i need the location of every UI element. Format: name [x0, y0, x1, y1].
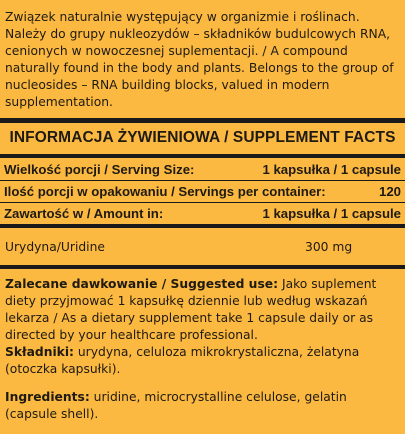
- suggested-use: [5, 276, 401, 344]
- servings-per-container-label: Ilość porcji w opakowaniu / Servings per container:: [4, 184, 326, 199]
- ingredients-en: [5, 389, 401, 423]
- suggested-use-text: Jako suplement diety przyjmować 1 kapsułkę dziennie lub według wskazań lekarza / As a dietary supplement take 1 capsule daily or as directed by your healthcare professional.: [5, 277, 377, 342]
- serving-size-value: 1 kapsułka / 1 capsule: [262, 162, 401, 177]
- thick-divider-top: [0, 118, 405, 123]
- divider: [0, 180, 405, 181]
- amount-in-label: Zawartość w / Amount in:: [4, 206, 164, 221]
- serving-size-row: [4, 162, 401, 177]
- ingredients-en-text: uridine, microcrystalline celulose, gelatin (capsule shell).: [5, 390, 347, 421]
- thick-divider-mid: [0, 224, 405, 228]
- thick-divider-bottom: [0, 265, 405, 269]
- ingredients-pl: [5, 344, 401, 378]
- ingredients-en-label: Ingredients:: [5, 390, 90, 404]
- servings-per-container-row: [4, 184, 401, 199]
- ingredients-pl-text: urydyna, celuloza mikrokrystaliczna, żelatyna (otoczka kapsułki).: [5, 345, 360, 376]
- ingredient-amount: 300 mg: [305, 240, 353, 254]
- supplement-facts-title: INFORMACJA ŻYWIENIOWA / SUPPLEMENT FACTS: [9, 129, 396, 146]
- ingredients-pl-label: Składniki:: [5, 345, 74, 359]
- product-description: Związek naturalnie występujący w organizmie i roślinach. Należy do grupy nukleozydów – składników budulcowych RNA, cenionych w nowoczesnej suplementacji. / A compound naturally found in the body and plants. Belongs to the group of nucleosides – RNA building blocks, valued in modern supplementation.: [5, 10, 394, 109]
- ingredient-row: [5, 240, 355, 254]
- serving-size-label: Wielkość porcji / Serving Size:: [4, 162, 195, 177]
- suggested-use-label: Zalecane dawkowanie / Suggested use:: [5, 277, 279, 291]
- amount-in-row: [4, 206, 401, 221]
- amount-in-value: 1 kapsułka / 1 capsule: [262, 206, 401, 221]
- thick-divider-header: [0, 154, 405, 158]
- divider: [0, 202, 405, 203]
- servings-per-container-value: 120: [378, 184, 401, 199]
- ingredient-name: Urydyna/Uridine: [5, 240, 105, 254]
